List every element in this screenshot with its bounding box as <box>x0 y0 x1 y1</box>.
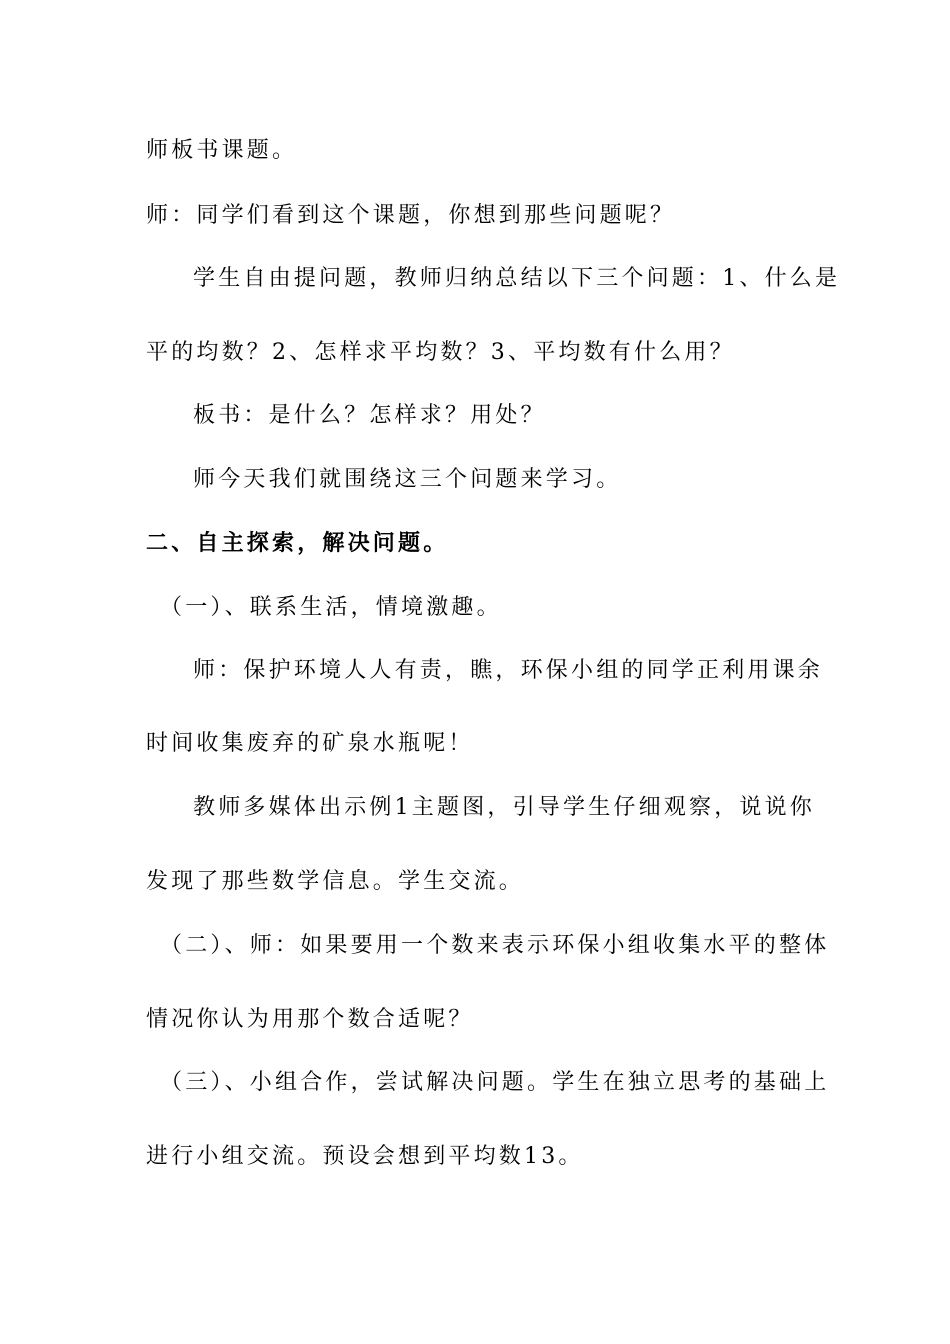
subsection-heading: （三）、小组合作，尝试解决问题。学生在独立思考的基础上 <box>160 1070 830 1095</box>
subsection-heading: （一）、联系生活，情境激趣。 <box>160 595 502 620</box>
paragraph-line: 发现了那些数学信息。学生交流。 <box>146 869 525 894</box>
paragraph-line: 进行小组交流。预设会想到平均数13。 <box>146 1144 584 1169</box>
paragraph-line: 情况你认为用那个数合适呢？ <box>146 1007 474 1032</box>
paragraph-line: 教师多媒体出示例1主题图，引导学生仔细观察，说说你 <box>193 795 815 820</box>
paragraph-line: 学生自由提问题，教师归纳总结以下三个问题：1、什么是 <box>193 266 841 291</box>
paragraph-line: 师：保护环境人人有责，瞧，环保小组的同学正利用课余 <box>193 658 824 683</box>
paragraph-line: 板书：是什么？怎样求？用处？ <box>193 403 546 428</box>
paragraph-line: 师板书课题。 <box>146 138 298 163</box>
section-heading: 二、自主探索，解决问题。 <box>146 531 449 556</box>
subsection-heading: （二）、师：如果要用一个数来表示环保小组收集水平的整体 <box>160 933 830 958</box>
paragraph-line: 时间收集废弃的矿泉水瓶呢！ <box>146 731 474 756</box>
paragraph-line: 师今天我们就围绕这三个问题来学习。 <box>193 467 622 492</box>
paragraph-line: 平的均数？2、怎样求平均数？3、平均数有什么用？ <box>146 340 735 365</box>
paragraph-line: 师：同学们看到这个课题，你想到那些问题呢？ <box>146 203 676 228</box>
